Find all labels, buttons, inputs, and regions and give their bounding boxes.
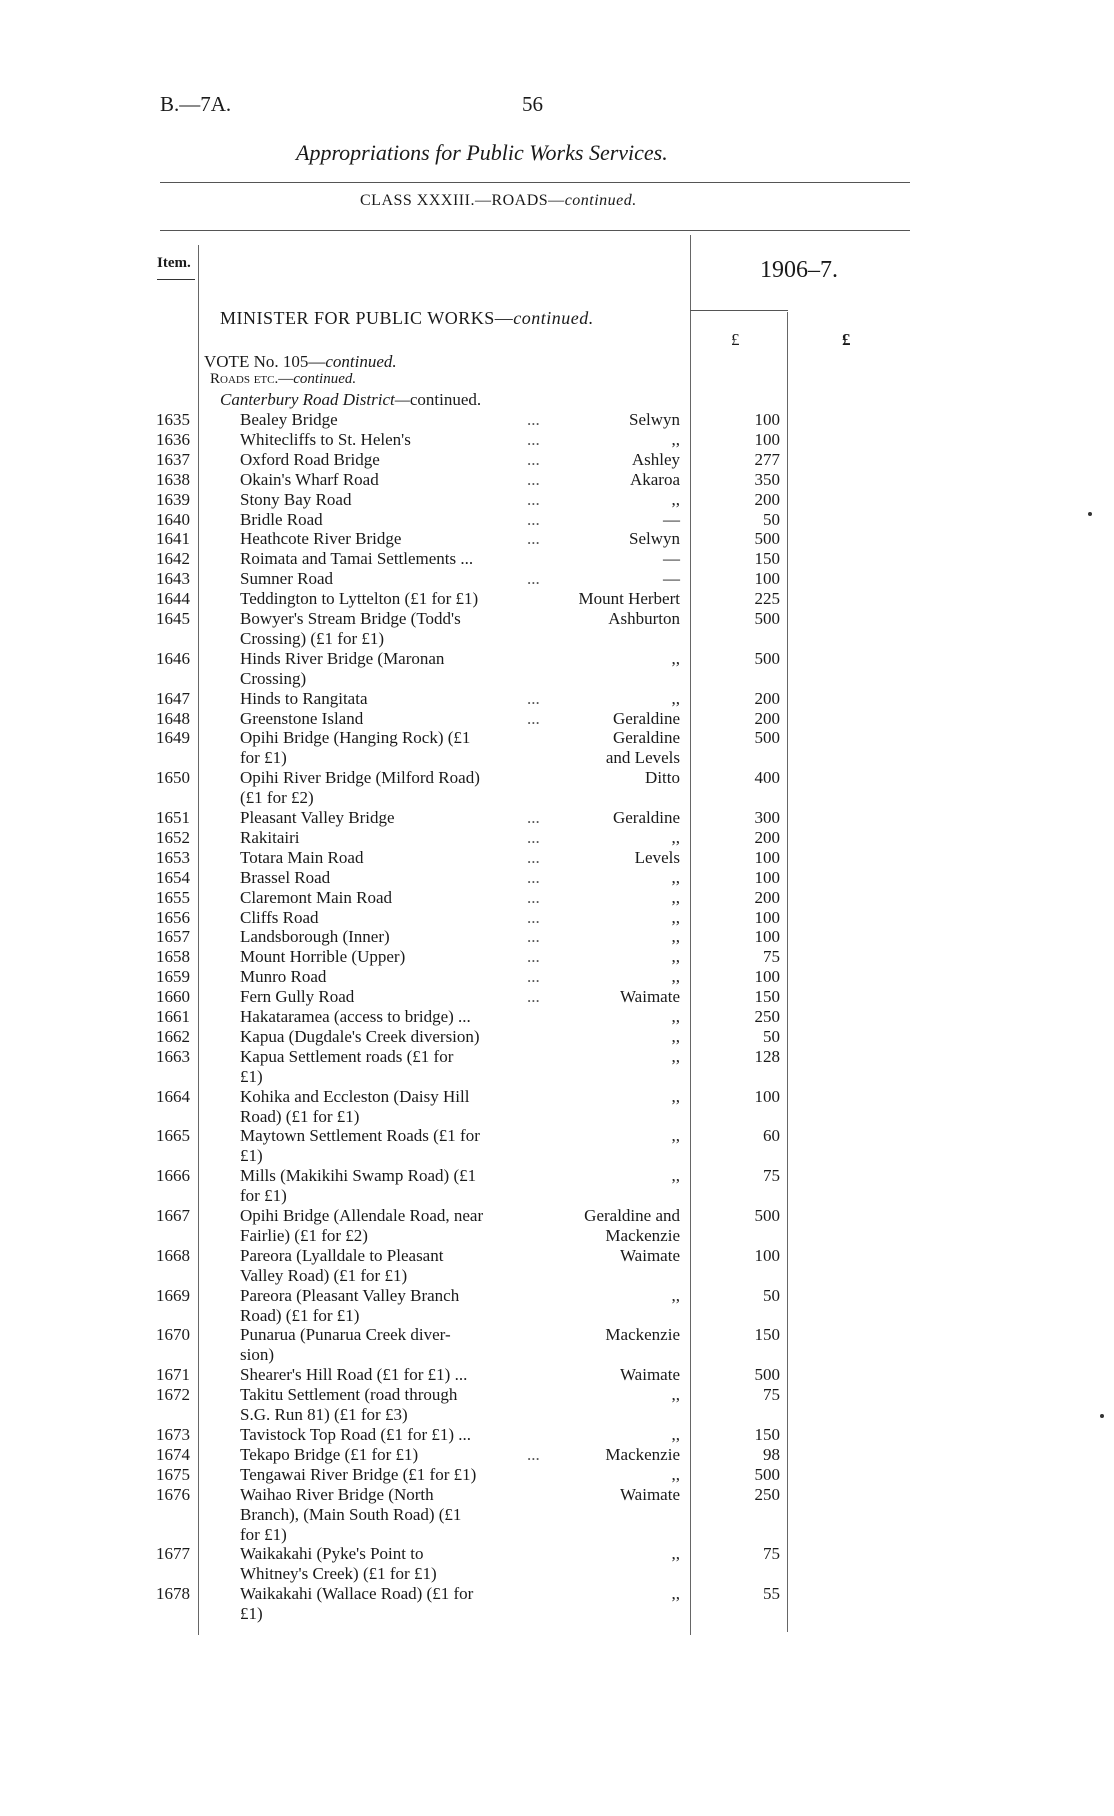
- item-number: 1669: [156, 1285, 190, 1305]
- item-district: ,,: [671, 1007, 680, 1026]
- item-district: ,,: [671, 1464, 680, 1484]
- item-district: Geraldine: [612, 808, 680, 827]
- item-description: Tengawai River Bridge (£1 for £1): [240, 1464, 477, 1484]
- item-number: 1646: [156, 648, 190, 668]
- item-column-divider: [198, 245, 199, 1635]
- item-district: ,,: [671, 648, 680, 668]
- item-district: ,,: [671, 1026, 680, 1046]
- item-number: 1653: [156, 847, 190, 867]
- item-description: Whitecliffs to St. Helen's: [240, 429, 411, 449]
- item-district: Waimate: [620, 1245, 680, 1265]
- item-description: Tavistock Top Road (£1 for £1) ...: [240, 1424, 472, 1444]
- item-district: Selwyn: [629, 410, 680, 429]
- item-amount: 60: [763, 1126, 780, 1146]
- leader-dots: ...: [527, 827, 540, 847]
- year-column-header: 1906–7.: [760, 257, 838, 283]
- item-description: Roimata and Tamai Settlements ...: [240, 549, 474, 569]
- item-amount: 200: [754, 827, 780, 847]
- pound-column-2-header: £: [842, 330, 851, 349]
- item-district: Akaroa: [629, 469, 680, 489]
- item-amount: 150: [754, 1424, 780, 1444]
- item-description: Bridle Road: [240, 509, 323, 529]
- item-description: Pareora (Pleasant Valley Branch Road) (£1 for £1): [240, 1285, 460, 1325]
- leader-dots: ...: [527, 907, 540, 927]
- leader-dots: ...: [527, 867, 540, 887]
- item-district: ,,: [671, 1285, 680, 1305]
- item-amount: 100: [754, 907, 780, 927]
- item-number: 1644: [156, 589, 190, 609]
- item-number: 1660: [156, 987, 190, 1007]
- item-amount: 277: [754, 449, 780, 469]
- leader-dots: ...: [527, 1444, 540, 1464]
- item-number: 1639: [156, 489, 190, 509]
- class-rule: [160, 230, 910, 231]
- item-description: Stony Bay Road: [240, 489, 352, 509]
- item-description: Tekapo Bridge (£1 for £1): [240, 1444, 419, 1464]
- leader-dots: ...: [527, 708, 540, 728]
- item-description: Brassel Road: [240, 867, 331, 887]
- item-number: 1641: [156, 529, 190, 549]
- item-amount: 150: [754, 549, 780, 569]
- amount-column-divider: [690, 235, 691, 1635]
- item-number: 1645: [156, 609, 190, 628]
- item-description: Hakataramea (access to bridge) ...: [240, 1007, 471, 1026]
- item-number: 1640: [156, 509, 190, 529]
- item-number: 1647: [156, 688, 190, 708]
- item-description: Sumner Road: [240, 569, 334, 589]
- item-amount: 150: [754, 1325, 780, 1345]
- item-district: ,,: [671, 1046, 680, 1066]
- item-district: ,,: [671, 947, 680, 967]
- leader-dots: ...: [527, 529, 540, 549]
- page-number: 56: [522, 92, 543, 116]
- item-number: 1672: [156, 1385, 190, 1405]
- item-number: 1665: [156, 1126, 190, 1146]
- item-amount: 100: [754, 569, 780, 589]
- item-district: ,,: [671, 1126, 680, 1146]
- item-district: Geraldine: [612, 708, 680, 728]
- item-number: 1656: [156, 907, 190, 927]
- item-description: Munro Road: [240, 967, 327, 987]
- item-district: Waimate: [620, 987, 680, 1007]
- year-header-rule: [690, 310, 788, 311]
- item-district: ,,: [671, 967, 680, 987]
- item-district: Mount Herbert: [578, 589, 680, 609]
- item-number: 1643: [156, 569, 190, 589]
- item-number: 1663: [156, 1046, 190, 1066]
- total-column-divider: [787, 312, 788, 1632]
- page-title: Appropriations for Public Works Services.: [296, 140, 668, 165]
- item-amount: 500: [754, 529, 780, 549]
- leader-dots: ...: [527, 927, 540, 947]
- item-number: 1673: [156, 1424, 190, 1444]
- item-district: ,,: [671, 429, 680, 449]
- leader-dots: ...: [527, 569, 540, 589]
- item-amount: 500: [754, 648, 780, 668]
- item-description: Opihi River Bridge (Milford Road) (£1 for £2): [240, 768, 480, 808]
- item-number: 1657: [156, 927, 190, 947]
- item-description: Opihi Bridge (Hanging Rock) (£1 for £1): [240, 728, 471, 768]
- item-number: 1636: [156, 429, 190, 449]
- item-description: Kohika and Eccleston (Daisy Hill Road) (£1 for £1): [240, 1086, 470, 1126]
- item-amount: 50: [763, 509, 780, 529]
- item-district: ,,: [671, 1086, 680, 1106]
- item-district: Geraldine and Levels: [605, 728, 680, 768]
- item-district: Geraldine and Mackenzie: [584, 1206, 680, 1245]
- item-number: 1664: [156, 1086, 190, 1106]
- item-description: Hinds to Rangitata: [240, 688, 368, 708]
- item-amount: 300: [754, 808, 780, 827]
- item-amount: 250: [754, 1007, 780, 1026]
- item-district: ,,: [671, 1385, 680, 1405]
- item-amount: 100: [754, 410, 780, 429]
- item-district: Waimate: [620, 1365, 680, 1385]
- top-rule: [160, 182, 910, 183]
- item-description: Maytown Settlement Roads (£1 for £1): [240, 1126, 480, 1166]
- item-number: 1667: [156, 1206, 190, 1225]
- item-number: 1642: [156, 549, 190, 569]
- item-amount: 150: [754, 987, 780, 1007]
- item-amount: 55: [763, 1584, 780, 1604]
- item-amount: 225: [754, 589, 780, 609]
- item-amount: 500: [754, 728, 780, 748]
- item-number: 1678: [156, 1584, 190, 1604]
- item-amount: 500: [754, 1365, 780, 1385]
- item-district: ,,: [671, 907, 680, 927]
- item-amount: 200: [754, 887, 780, 907]
- leader-dots: ...: [527, 808, 540, 827]
- item-number: 1635: [156, 410, 190, 429]
- vote-heading: VOTE No. 105—continued.: [204, 352, 397, 371]
- item-description: Opihi Bridge (Allendale Road, near Fairlie) (£1 for £2): [240, 1206, 484, 1245]
- leader-dots: ...: [527, 410, 540, 429]
- item-description: Takitu Settlement (road through S.G. Run 81) (£1 for £3): [240, 1385, 458, 1425]
- pound-column-1-header: £: [731, 330, 740, 349]
- item-district: —: [663, 549, 680, 569]
- item-number: 1649: [156, 728, 190, 748]
- item-district: ,,: [671, 1544, 680, 1564]
- item-description: Waihao River Bridge (North Branch), (Main South Road) (£1 for £1): [240, 1484, 462, 1544]
- leader-dots: ...: [527, 688, 540, 708]
- item-number: 1662: [156, 1026, 190, 1046]
- item-number: 1637: [156, 449, 190, 469]
- item-amount: 75: [763, 1166, 780, 1186]
- item-number: 1676: [156, 1484, 190, 1504]
- item-description: Kapua (Dugdale's Creek diversion): [240, 1026, 480, 1046]
- item-number: 1675: [156, 1464, 190, 1484]
- leader-dots: ...: [527, 469, 540, 489]
- item-district: Selwyn: [629, 529, 680, 549]
- item-description: Pareora (Lyalldale to Pleasant Valley Road) (£1 for £1): [240, 1245, 444, 1285]
- item-district: ,,: [671, 827, 680, 847]
- item-amount: 100: [754, 867, 780, 887]
- item-description: Greenstone Island: [240, 708, 364, 728]
- item-description: Oxford Road Bridge: [240, 449, 380, 469]
- item-description: Claremont Main Road: [240, 887, 393, 907]
- item-description: Bowyer's Stream Bridge (Todd's Crossing) (£1 for £1): [240, 609, 461, 648]
- item-amount: 98: [763, 1444, 780, 1464]
- item-description: Hinds River Bridge (Maronan Crossing): [240, 648, 445, 688]
- item-district: ,,: [671, 688, 680, 708]
- item-amount: 50: [763, 1285, 780, 1305]
- item-amount: 350: [754, 469, 780, 489]
- item-district: Mackenzie: [605, 1444, 680, 1464]
- item-district: ,,: [671, 1424, 680, 1444]
- item-amount: 100: [754, 847, 780, 867]
- item-number: 1670: [156, 1325, 190, 1345]
- leader-dots: ...: [527, 987, 540, 1007]
- item-amount: 75: [763, 1544, 780, 1564]
- item-amount: 100: [754, 927, 780, 947]
- item-number: 1666: [156, 1166, 190, 1186]
- item-amount: 75: [763, 1385, 780, 1405]
- item-amount: 100: [754, 967, 780, 987]
- item-amount: 200: [754, 489, 780, 509]
- item-amount: 50: [763, 1026, 780, 1046]
- leader-dots: ...: [527, 509, 540, 529]
- item-description: Shearer's Hill Road (£1 for £1) ...: [240, 1365, 468, 1385]
- item-column-header: Item.: [157, 255, 191, 271]
- district-heading: Canterbury Road District—continued.: [220, 390, 482, 409]
- item-amount: 200: [754, 688, 780, 708]
- item-number: 1655: [156, 887, 190, 907]
- item-description: Totara Main Road: [240, 847, 364, 867]
- roads-heading: Roads etc.—continued.: [210, 371, 357, 387]
- item-amount: 128: [754, 1046, 780, 1066]
- item-district: Ashley: [631, 449, 680, 469]
- margin-mark-dot: [1100, 1414, 1104, 1418]
- item-amount: 100: [754, 1245, 780, 1265]
- margin-mark-dot: [1088, 512, 1092, 516]
- item-number: 1661: [156, 1007, 190, 1026]
- item-amount: 250: [754, 1484, 780, 1504]
- leader-dots: ...: [527, 967, 540, 987]
- item-description: Landsborough (Inner): [240, 927, 390, 947]
- item-header-underline: [157, 279, 195, 280]
- document-reference: B.—7A.: [160, 92, 232, 116]
- item-number: 1652: [156, 827, 190, 847]
- item-description: Punarua (Punarua Creek diver- sion): [240, 1325, 451, 1365]
- item-number: 1671: [156, 1365, 190, 1385]
- item-description: Okain's Wharf Road: [240, 469, 379, 489]
- item-description: Cliffs Road: [240, 907, 319, 927]
- item-district: —: [663, 569, 680, 589]
- item-description: Heathcote River Bridge: [240, 529, 402, 549]
- item-amount: 400: [754, 768, 780, 788]
- item-district: ,,: [671, 1584, 680, 1604]
- item-description: Teddington to Lyttelton (£1 for £1): [240, 589, 479, 609]
- item-number: 1650: [156, 768, 190, 788]
- item-amount: 100: [754, 429, 780, 449]
- item-number: 1654: [156, 867, 190, 887]
- item-number: 1658: [156, 947, 190, 967]
- item-number: 1659: [156, 967, 190, 987]
- item-amount: 200: [754, 708, 780, 728]
- item-amount: 100: [754, 1086, 780, 1106]
- item-district: —: [663, 509, 680, 529]
- item-district: Ashburton: [608, 609, 680, 628]
- leader-dots: ...: [527, 887, 540, 907]
- leader-dots: ...: [527, 947, 540, 967]
- item-number: 1677: [156, 1544, 190, 1564]
- leader-dots: ...: [527, 847, 540, 867]
- item-district: Waimate: [620, 1484, 680, 1504]
- item-district: Levels: [634, 847, 680, 867]
- item-number: 1648: [156, 708, 190, 728]
- item-number: 1674: [156, 1444, 190, 1464]
- item-amount: 500: [754, 609, 780, 628]
- item-district: ,,: [671, 887, 680, 907]
- item-district: ,,: [671, 1166, 680, 1186]
- item-description: Waikakahi (Pyke's Point to Whitney's Creek) (£1 for £1): [240, 1544, 437, 1584]
- item-description: Kapua Settlement roads (£1 for £1): [240, 1046, 454, 1086]
- item-description: Rakitairi: [240, 827, 300, 847]
- leader-dots: ...: [527, 429, 540, 449]
- item-amount: 75: [763, 947, 780, 967]
- minister-heading: MINISTER FOR PUBLIC WORKS—continued.: [220, 308, 594, 328]
- item-amount: 500: [754, 1464, 780, 1484]
- item-description: Bealey Bridge: [240, 410, 338, 429]
- item-district: ,,: [671, 927, 680, 947]
- item-description: Mills (Makikihi Swamp Road) (£1 for £1): [240, 1166, 477, 1206]
- class-heading: CLASS XXXIII.—ROADS—continued.: [360, 192, 637, 209]
- item-description: Waikakahi (Wallace Road) (£1 for £1): [240, 1584, 474, 1624]
- leader-dots: ...: [527, 489, 540, 509]
- item-description: Mount Horrible (Upper): [240, 947, 406, 967]
- leader-dots: ...: [527, 449, 540, 469]
- item-district: Mackenzie: [605, 1325, 680, 1345]
- item-description: Pleasant Valley Bridge: [240, 808, 395, 827]
- item-district: ,,: [671, 867, 680, 887]
- item-description: Fern Gully Road: [240, 987, 355, 1007]
- item-amount: 500: [754, 1206, 780, 1225]
- item-district: ,,: [671, 489, 680, 509]
- item-district: Ditto: [645, 768, 680, 788]
- item-number: 1638: [156, 469, 190, 489]
- item-number: 1668: [156, 1245, 190, 1265]
- item-number: 1651: [156, 808, 190, 827]
